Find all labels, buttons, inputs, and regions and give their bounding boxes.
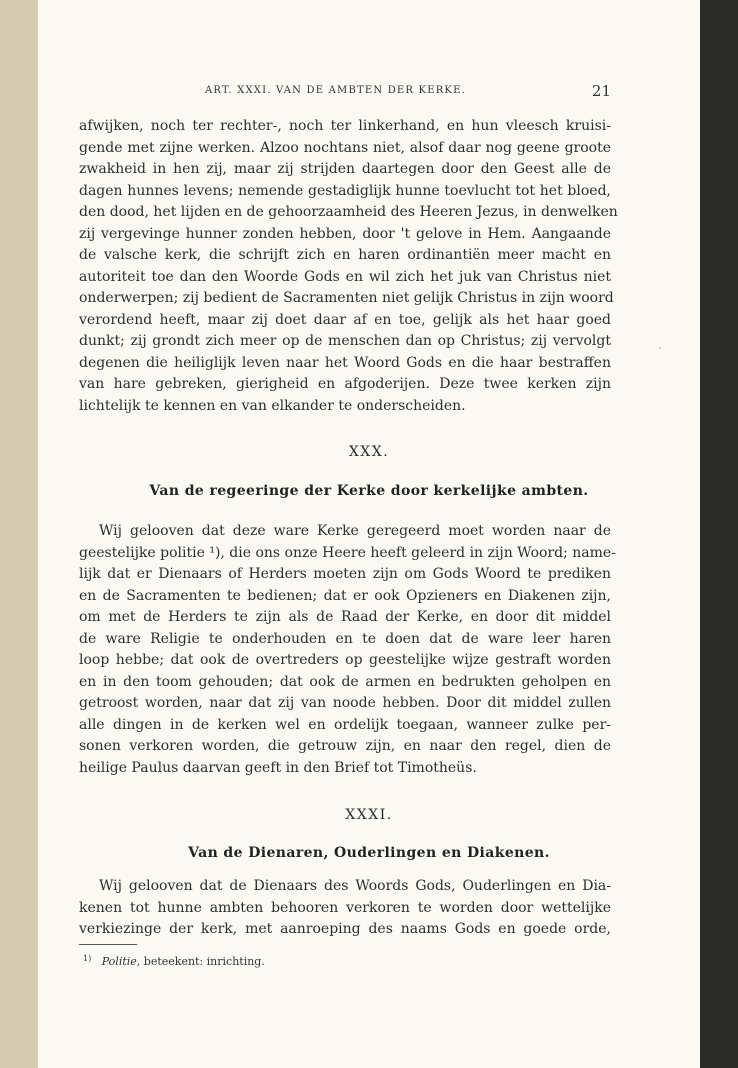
book-page — [38, 0, 700, 1068]
text-line: alle dingen in de kerken wel en ordelijk toegaan, wanneer zulke per- — [79, 716, 611, 733]
footnote-rule — [79, 944, 137, 945]
text-line: loop hebbe; dat ook de overtreders op geestelijke wijze gestraft worden — [79, 652, 611, 668]
text-line: onderwerpen; zij bedient de Sacramenten niet gelijk Christus in zijn woord — [79, 290, 614, 306]
footnote-term: Politie, — [101, 955, 141, 968]
text-line: en in den toom gehouden; dat ook de armen en bedrukten geholpen en — [79, 673, 611, 690]
text-line: de ware Religie te onderhouden en te doen dat de ware leer haren — [79, 630, 611, 647]
footnote-marker: 1) — [83, 954, 92, 963]
text-line: getroost worden, naar dat zij van noode hebben. Door dit middel zullen — [79, 695, 611, 711]
footnote-text: beteekent: inrichting. — [143, 955, 265, 968]
text-line: de valsche kerk, die schrijft zich en haren ordinantiën meer macht en — [79, 247, 611, 263]
text-line: gende met zijne werken. Alzoo nochtans niet, alsof daar nog geene groote — [79, 139, 611, 156]
text-line: afwijken, noch ter rechter-, noch ter linkerhand, en hun vleesch kruisi- — [79, 118, 611, 134]
article-xxxi-body — [79, 876, 611, 941]
text-line: sonen verkoren worden, die getrouw zijn, en naar den regel, dien de — [79, 738, 611, 754]
article-xxxi-title: Van de Dienaren, Ouderlingen en Diakenen. — [188, 845, 550, 861]
running-head: ART. XXXI. VAN DE AMBTEN DER KERKE. — [205, 85, 466, 96]
text-line: verordend heeft, maar zij doet daar af en toe, gelijk als het haar goed — [79, 311, 611, 328]
text-line: zij vergevinge hunner zonden hebben, door 't gelove in Hem. Aangaande — [79, 225, 611, 242]
article-xxxi-number: XXXI. — [345, 807, 393, 823]
text-line: van hare gebreken, gierigheid en afgoderijen. Deze twee kerken zijn — [79, 376, 611, 392]
text-line: lichtelijk te kennen en van elkander te onderscheiden. — [79, 397, 466, 414]
page-header — [38, 82, 700, 102]
article-xxx-number: XXX. — [348, 444, 390, 460]
text-line: om met de Herders te zijn als de Raad der Kerke, en door dit middel — [79, 609, 611, 625]
scan-speck — [659, 347, 661, 349]
text-line: autoriteit toe dan den Woorde Gods en wil zich het juk van Christus niet — [79, 268, 611, 285]
text-line: lijk dat er Dienaars of Herders moeten zijn om Gods Woord te prediken — [79, 566, 611, 582]
text-line: Wij gelooven dat de Dienaars des Woords Gods, Ouderlingen en Dia- — [99, 878, 611, 894]
continuation-paragraph — [79, 116, 618, 417]
page-number: 21 — [591, 82, 611, 100]
article-xxx-body — [79, 521, 616, 779]
text-line: den dood, het lijden en de gehoorzaamheid des Heeren Jezus, in denwelken — [79, 204, 618, 220]
footnote — [79, 954, 265, 968]
text-line: dagen hunnes levens; nemende gestadiglijk hunne toevlucht tot het bloed, — [79, 182, 611, 199]
scan-edge-right — [700, 0, 738, 1068]
text-line: Wij gelooven dat deze ware Kerke geregeerd moet worden naar de — [99, 523, 611, 539]
text-line: en de Sacramenten te bedienen; dat er ook Opzieners en Diakenen zijn, — [79, 587, 611, 604]
text-line: degenen die heiliglijk leven naar het Woord Gods en die haar bestraffen — [79, 354, 611, 371]
text-line: kenen tot hunne ambten behooren verkoren te worden door wettelijke — [79, 899, 611, 916]
article-xxx-title: Van de regeeringe der Kerke door kerkelijke ambten. — [149, 483, 589, 499]
text-line: geestelijke politie ¹), die ons onze Heere heeft geleerd in zijn Woord; name- — [79, 544, 616, 561]
text-line: heilige Paulus daarvan geeft in den Brief tot Timotheüs. — [79, 759, 477, 776]
text-line: verkiezinge der kerk, met aanroeping des naams Gods en goede orde, — [79, 921, 611, 937]
text-line: zwakheid in hen zij, maar zij strijden daartegen door den Geest alle de — [79, 161, 611, 177]
text-line: dunkt; zij grondt zich meer op de menschen dan op Christus; zij vervolgt — [79, 333, 611, 349]
page-gutter-left — [0, 0, 38, 1068]
